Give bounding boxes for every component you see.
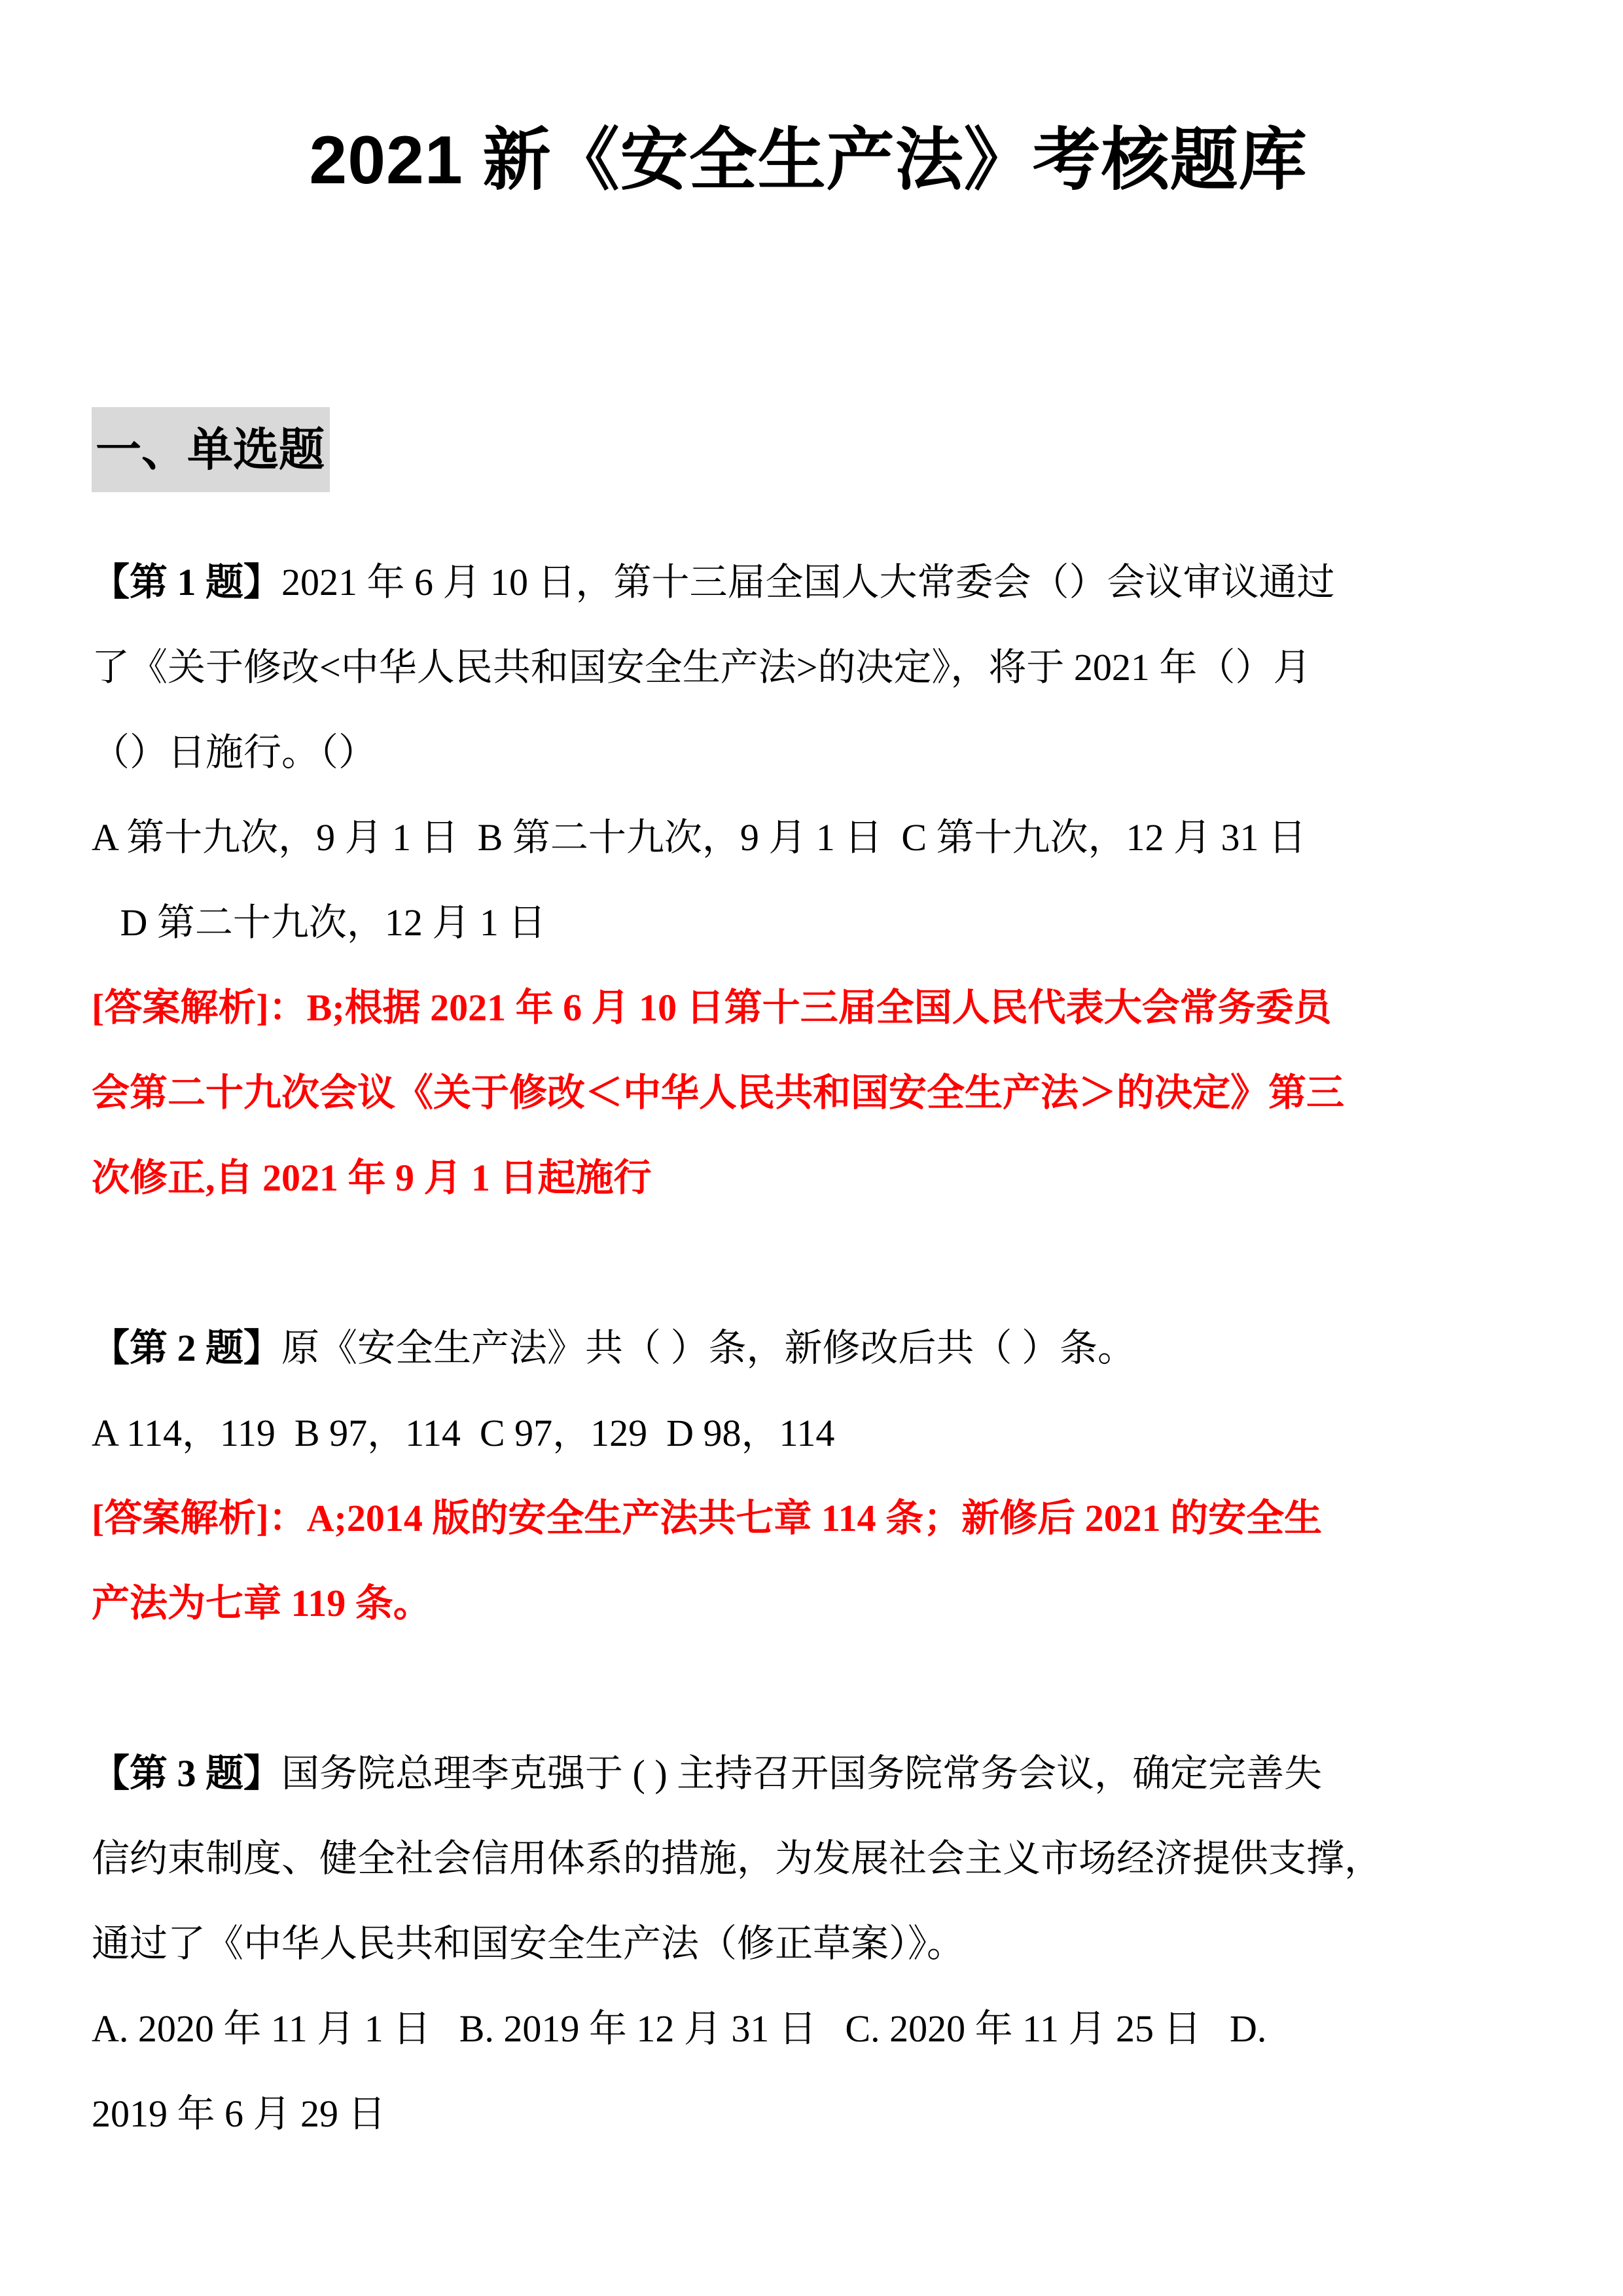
question-2-answer-line: 产法为七章 119 条。 — [92, 1582, 431, 1624]
question-3-text-line: 通过了《中华人民共和国安全生产法（修正草案）》。 — [92, 1922, 965, 1965]
question-1-answer-line: 次修正,自 2021 年 9 月 1 日起施行 — [92, 1157, 652, 1199]
question-3-number-label: 【第 3 题】 — [92, 1752, 282, 1795]
section-heading-row — [92, 407, 1525, 492]
question-1-answer-label: [答案解析]： — [92, 986, 307, 1029]
question-1-text-line — [92, 540, 1525, 625]
question-2-options-line: A 114，119 B 97，114 C 97，129 D 98，114 — [92, 1412, 835, 1454]
question-2-answer-line — [92, 1476, 1525, 1561]
question-1 — [92, 540, 1525, 1221]
question-1-text-line: 了《关于修改<中华人民共和国安全生产法>的决定》，将于 2021 年（）月 — [92, 646, 1311, 689]
question-2-text: 原《安全生产法》共（ ）条，新修改后共（ ）条。 — [281, 1327, 1136, 1369]
question-3-text-line: 信约束制度、健全社会信用体系的措施，为发展社会主义市场经济提供支撑， — [92, 1837, 1383, 1880]
question-1-options-line: A 第十九次，9 月 1 日 B 第二十九次，9 月 1 日 C 第十九次，12 月 31 日 — [92, 816, 1307, 859]
question-1-text-line: （）日施行。（） — [92, 731, 377, 774]
question-3 — [92, 1731, 1525, 2157]
question-3-options-line: 2019 年 6 月 29 日 — [92, 2092, 386, 2135]
question-1-text: 2021 年 6 月 10 日，第十三届全国人大常委会（）会议审议通过 — [281, 561, 1335, 603]
question-2-number-label: 【第 2 题】 — [92, 1327, 282, 1369]
question-1-number-label: 【第 1 题】 — [92, 561, 282, 603]
question-2-answer-text: A;2014 版的安全生产法共七章 114 条；新修后 2021 的安全生 — [306, 1497, 1323, 1539]
document-body — [92, 540, 1525, 2157]
question-1-answer-line — [92, 965, 1525, 1050]
question-1-answer-line: 会第二十九次会议《关于修改＜中华人民共和国安全生产法＞的决定》第三 — [92, 1071, 1345, 1114]
question-3-options-line: A. 2020 年 11 月 1 日 B. 2019 年 12 月 31 日 C. 2020 年 11 月 25 日 D. — [92, 2007, 1267, 2050]
page-title: 2021 新《安全生产法》考核题库 — [309, 122, 1308, 198]
question-3-text-line — [92, 1731, 1525, 1816]
section-heading: 一、单选题 — [92, 407, 330, 492]
question-2 — [92, 1306, 1525, 1646]
question-2-text-line — [92, 1306, 1525, 1391]
question-1-options-line: D 第二十九次，12 月 1 日 — [92, 901, 546, 944]
question-3-text: 国务院总理李克强于 ( ) 主持召开国务院常务会议，确定完善失 — [281, 1752, 1323, 1795]
question-1-answer-text: B;根据 2021 年 6 月 10 日第十三届全国人民代表大会常务委员 — [306, 986, 1332, 1029]
question-2-answer-label: [答案解析]： — [92, 1497, 307, 1539]
